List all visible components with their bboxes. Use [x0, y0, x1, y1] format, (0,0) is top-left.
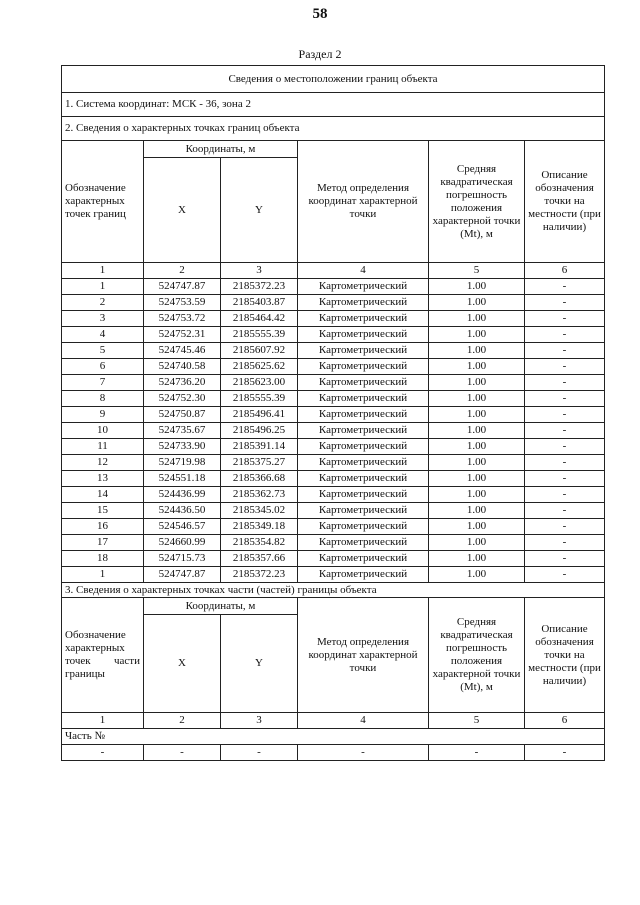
- table-row: [62, 535, 605, 551]
- point-method: Картометрический: [298, 327, 429, 343]
- point-number: 2: [62, 295, 144, 311]
- point-description: -: [525, 407, 605, 423]
- point-method: Картометрический: [298, 343, 429, 359]
- point-y: 2185555.39: [221, 327, 298, 343]
- header-error: Средняя квадратическая погрешность положения характерной точки (Mt), м: [429, 141, 525, 263]
- point-number: 12: [62, 455, 144, 471]
- point-x: 524436.50: [144, 503, 221, 519]
- point-description: -: [525, 551, 605, 567]
- point-x: 524436.99: [144, 487, 221, 503]
- point-x: 524660.99: [144, 535, 221, 551]
- point-y: 2185625.62: [221, 359, 298, 375]
- table-row: [62, 359, 605, 375]
- point-description: -: [525, 439, 605, 455]
- point-y: 2185366.68: [221, 471, 298, 487]
- table-title: Сведения о местоположении границ объекта: [62, 66, 605, 93]
- point-x: 524752.30: [144, 391, 221, 407]
- point-y: 2185372.23: [221, 567, 298, 583]
- point-number: 11: [62, 439, 144, 455]
- part-cell: -: [221, 745, 298, 761]
- point-method: Картометрический: [298, 439, 429, 455]
- point-error: 1.00: [429, 567, 525, 583]
- header-method-part: Метод определения координат характерной точки: [298, 598, 429, 713]
- header-coordinates: Координаты, м: [144, 141, 298, 158]
- point-number: 10: [62, 423, 144, 439]
- point-method: Картометрический: [298, 551, 429, 567]
- section-title: Раздел 2: [298, 47, 342, 61]
- point-error: 1.00: [429, 455, 525, 471]
- point-method: Картометрический: [298, 279, 429, 295]
- point-description: -: [525, 535, 605, 551]
- point-description: -: [525, 519, 605, 535]
- point-method: Картометрический: [298, 311, 429, 327]
- point-description: -: [525, 295, 605, 311]
- column-number: 6: [525, 713, 605, 729]
- column-number: 2: [144, 263, 221, 279]
- point-error: 1.00: [429, 407, 525, 423]
- header-x-part: X: [144, 615, 221, 713]
- point-error: 1.00: [429, 375, 525, 391]
- point-method: Картометрический: [298, 391, 429, 407]
- part-cell: -: [144, 745, 221, 761]
- point-error: 1.00: [429, 471, 525, 487]
- point-method: Картометрический: [298, 519, 429, 535]
- point-number: 17: [62, 535, 144, 551]
- point-y: 2185555.39: [221, 391, 298, 407]
- table-row: [62, 391, 605, 407]
- point-y: 2185349.18: [221, 519, 298, 535]
- point-description: -: [525, 311, 605, 327]
- point-error: 1.00: [429, 311, 525, 327]
- point-x: 524715.73: [144, 551, 221, 567]
- point-x: 524735.67: [144, 423, 221, 439]
- point-error: 1.00: [429, 503, 525, 519]
- point-y: 2185623.00: [221, 375, 298, 391]
- page-number: 58: [312, 6, 328, 22]
- point-description: -: [525, 471, 605, 487]
- column-numbers-row-part: [62, 713, 605, 729]
- table-row: [62, 279, 605, 295]
- table-row: [62, 343, 605, 359]
- point-error: 1.00: [429, 391, 525, 407]
- point-error: 1.00: [429, 279, 525, 295]
- point-error: 1.00: [429, 519, 525, 535]
- table-row: [62, 471, 605, 487]
- point-method: Картометрический: [298, 487, 429, 503]
- table-row: [62, 423, 605, 439]
- point-number: 1: [62, 279, 144, 295]
- point-x: 524753.72: [144, 311, 221, 327]
- point-y: 2185496.41: [221, 407, 298, 423]
- section3-title: 3. Сведения о характерных точках части (частей) границы объекта: [62, 583, 605, 598]
- point-y: 2185607.92: [221, 343, 298, 359]
- point-method: Картометрический: [298, 295, 429, 311]
- table-row: [62, 567, 605, 583]
- point-error: 1.00: [429, 487, 525, 503]
- point-description: -: [525, 279, 605, 295]
- point-y: 2185464.42: [221, 311, 298, 327]
- point-number: 4: [62, 327, 144, 343]
- point-x: 524719.98: [144, 455, 221, 471]
- header-coordinates-part: Координаты, м: [144, 598, 298, 615]
- point-method: Картометрический: [298, 423, 429, 439]
- column-number: 6: [525, 263, 605, 279]
- point-x: 524750.87: [144, 407, 221, 423]
- table-row: [62, 295, 605, 311]
- point-number: 9: [62, 407, 144, 423]
- point-description: -: [525, 343, 605, 359]
- point-description: -: [525, 567, 605, 583]
- point-description: -: [525, 327, 605, 343]
- column-numbers-row: [62, 263, 605, 279]
- header-y-part: Y: [221, 615, 298, 713]
- table-row: [62, 407, 605, 423]
- table-row: [62, 375, 605, 391]
- column-number: 3: [221, 263, 298, 279]
- point-x: 524747.87: [144, 279, 221, 295]
- header-x: X: [144, 158, 221, 263]
- point-error: 1.00: [429, 295, 525, 311]
- point-method: Картометрический: [298, 471, 429, 487]
- header-method: Метод определения координат характерной точки: [298, 141, 429, 263]
- point-description: -: [525, 375, 605, 391]
- header-designation: Обозначение характерных точек границ: [62, 141, 144, 263]
- point-description: -: [525, 391, 605, 407]
- point-x: 524747.87: [144, 567, 221, 583]
- point-method: Картометрический: [298, 359, 429, 375]
- point-number: 6: [62, 359, 144, 375]
- point-number: 16: [62, 519, 144, 535]
- point-number: 18: [62, 551, 144, 567]
- table-row: [62, 327, 605, 343]
- table-row: [62, 551, 605, 567]
- point-x: 524733.90: [144, 439, 221, 455]
- point-x: 524546.57: [144, 519, 221, 535]
- part-cell: -: [62, 745, 144, 761]
- table-row: [62, 487, 605, 503]
- column-number: 4: [298, 263, 429, 279]
- coord-system: 1. Система координат: МСК - 36, зона 2: [62, 93, 605, 117]
- point-description: -: [525, 455, 605, 471]
- header-y: Y: [221, 158, 298, 263]
- part-cell: -: [429, 745, 525, 761]
- point-description: -: [525, 487, 605, 503]
- point-error: 1.00: [429, 359, 525, 375]
- point-number: 3: [62, 311, 144, 327]
- point-method: Картометрический: [298, 455, 429, 471]
- column-number: 2: [144, 713, 221, 729]
- point-x: 524753.59: [144, 295, 221, 311]
- point-x: 524740.58: [144, 359, 221, 375]
- point-error: 1.00: [429, 439, 525, 455]
- point-method: Картометрический: [298, 375, 429, 391]
- point-number: 15: [62, 503, 144, 519]
- table-row: [62, 455, 605, 471]
- table-row: [62, 519, 605, 535]
- column-number: 1: [62, 263, 144, 279]
- point-y: 2185362.73: [221, 487, 298, 503]
- point-y: 2185375.27: [221, 455, 298, 471]
- point-description: -: [525, 503, 605, 519]
- point-description: -: [525, 423, 605, 439]
- point-error: 1.00: [429, 423, 525, 439]
- point-method: Картометрический: [298, 567, 429, 583]
- table-row: [62, 503, 605, 519]
- point-y: 2185403.87: [221, 295, 298, 311]
- point-y: 2185345.02: [221, 503, 298, 519]
- header-description-part: Описание обозначения точки на местности (при наличии): [525, 598, 605, 713]
- point-error: 1.00: [429, 327, 525, 343]
- point-number: 7: [62, 375, 144, 391]
- point-y: 2185391.14: [221, 439, 298, 455]
- point-x: 524745.46: [144, 343, 221, 359]
- table-row: [62, 439, 605, 455]
- column-number: 1: [62, 713, 144, 729]
- point-error: 1.00: [429, 535, 525, 551]
- point-error: 1.00: [429, 343, 525, 359]
- column-number: 4: [298, 713, 429, 729]
- point-error: 1.00: [429, 551, 525, 567]
- point-number: 8: [62, 391, 144, 407]
- point-method: Картометрический: [298, 535, 429, 551]
- point-y: 2185496.25: [221, 423, 298, 439]
- point-number: 5: [62, 343, 144, 359]
- point-x: 524752.31: [144, 327, 221, 343]
- column-number: 3: [221, 713, 298, 729]
- header-designation-part: Обозначение характерных точек части границы: [62, 598, 144, 713]
- column-number: 5: [429, 713, 525, 729]
- point-y: 2185354.82: [221, 535, 298, 551]
- header-description: Описание обозначения точки на местности (при наличии): [525, 141, 605, 263]
- point-number: 1: [62, 567, 144, 583]
- header-error-part: Средняя квадратическая погрешность положения характерной точки (Mt), м: [429, 598, 525, 713]
- point-y: 2185357.66: [221, 551, 298, 567]
- point-x: 524736.20: [144, 375, 221, 391]
- table-row: [62, 311, 605, 327]
- part-cell: -: [298, 745, 429, 761]
- point-method: Картометрический: [298, 503, 429, 519]
- part-label: Часть №: [62, 729, 605, 745]
- point-description: -: [525, 359, 605, 375]
- boundaries-table: [61, 65, 605, 761]
- section2-title: 2. Сведения о характерных точках границ объекта: [62, 117, 605, 141]
- column-number: 5: [429, 263, 525, 279]
- point-y: 2185372.23: [221, 279, 298, 295]
- point-method: Картометрический: [298, 407, 429, 423]
- point-number: 13: [62, 471, 144, 487]
- point-x: 524551.18: [144, 471, 221, 487]
- part-cell: -: [525, 745, 605, 761]
- part-row: [62, 745, 605, 761]
- point-number: 14: [62, 487, 144, 503]
